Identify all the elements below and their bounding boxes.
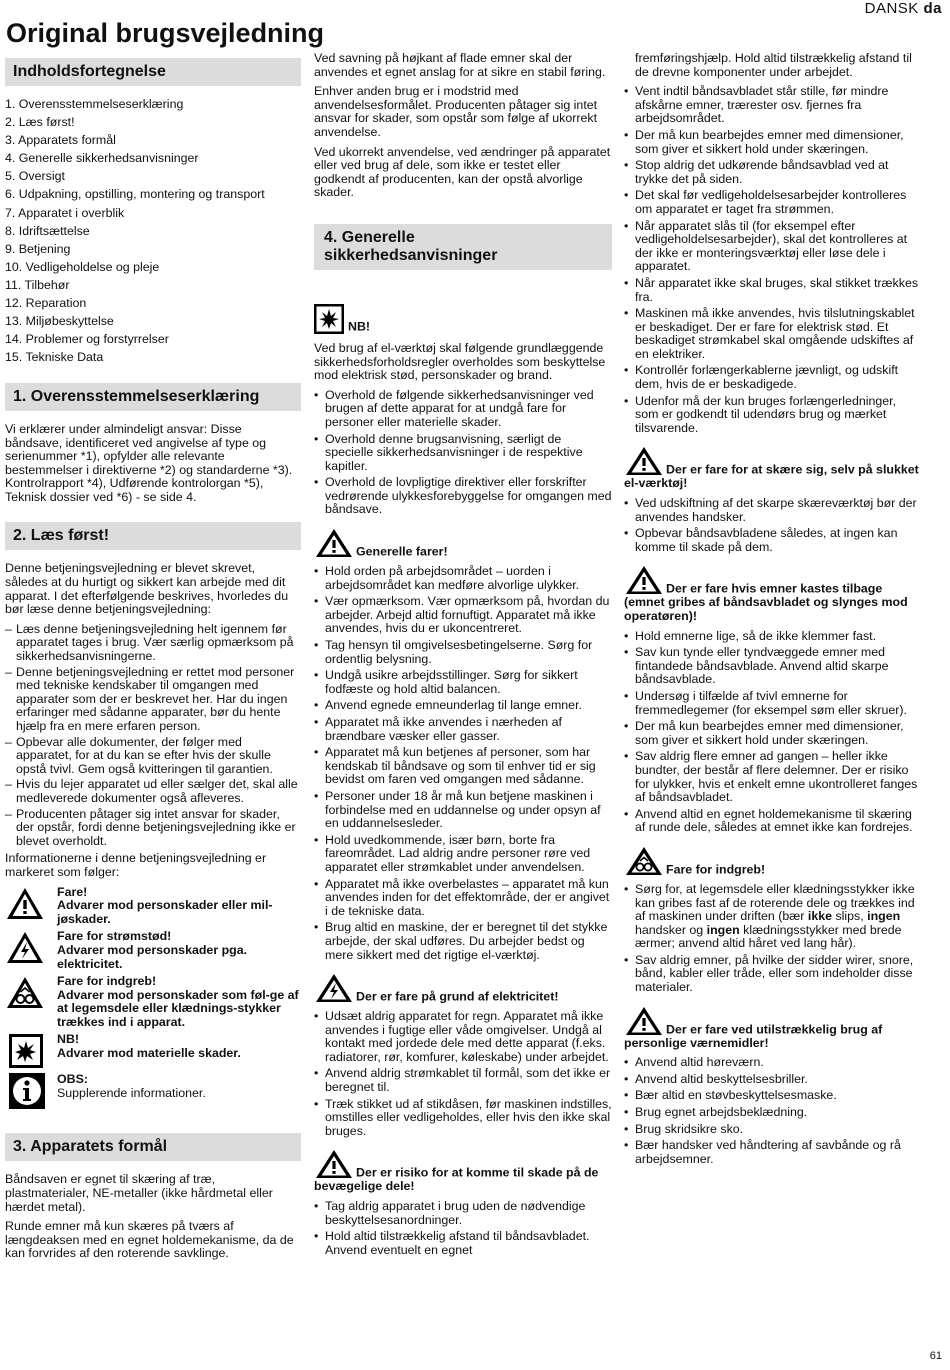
section-3-p2: Runde emner må kun skæres på tværs af længdeaksen med en egnet holdemekanisme, da de kan forvrides af den roterende savklinge. [5, 1219, 294, 1261]
damage-icon [314, 304, 344, 334]
list-item: • Undgå usikre arbejdsstillinger. Sørg for sikkert fodfæste og hold altid balancen. [314, 669, 612, 696]
symbol-danger [5, 886, 301, 927]
general-danger-list [314, 565, 612, 962]
list-item: – Producenten påtager sig intet ansvar for skader, der opstår, fordi denne betjeningsvejledning ikke er blevet overholdt. [5, 808, 301, 849]
list-item: • Sav aldrig flere emner ad gangen – heller ikke bundter, der består af flere delemner. Der er risiko for ulykker, hvis et enkelt emne ukontrolleret fanges af båndsavbladet. [624, 750, 920, 804]
list-item: • Tag aldrig apparatet i brug uden de nødvendige beskyttelsesanordninger. [314, 1200, 612, 1227]
c3-bullet-list [624, 85, 920, 435]
symbol-desc: Advarer mod materielle skader. [57, 1046, 241, 1061]
warning-icon [314, 1148, 354, 1180]
list-item: • Maskinen må ikke anvendes, hvis tilslutningskablet er beskadiget. Der er fare for elektrisk stød. Et beskadiget strømkabel skal omgående udskiftes af en elektriker. [624, 307, 920, 361]
toc-item: 15. Tekniske Data [5, 350, 104, 365]
page-number: 61 [929, 1350, 942, 1362]
kickback-danger-list [624, 630, 920, 835]
language-tag: DANSK da [864, 0, 942, 17]
toc-item: 1. Overensstemmelseserklæring [5, 97, 184, 111]
warning-electric [314, 972, 612, 1004]
nb-notice [314, 304, 612, 336]
warning-title: Der er fare på grund af elektricitet! [356, 989, 559, 1004]
list-item: • Brug altid en maskine, der er beregnet til det stykke arbejde, der skal udføres. Du arbejder bedst og mere sikkert med det rigtige el-værktøj. [314, 921, 612, 962]
electric-shock-icon [5, 930, 45, 966]
column-3 [624, 52, 920, 1172]
column-1 [5, 52, 301, 1267]
list-item: • Anvend aldrig strømkablet til formål, som det ikke er beregnet til. [314, 1067, 612, 1094]
warning-title: Der er fare ved utilstrækkelig brug af personlige værnemidler! [624, 1022, 883, 1050]
info-icon [5, 1073, 45, 1109]
warning-icon [314, 527, 354, 559]
electric-shock-icon [314, 972, 354, 1004]
list-item: • Overhold denne brugsanvisning, særligt de specielle sikkerhedsanvisninger i de respektive kapitler. [314, 433, 612, 474]
section-4-heading: 4. Generelle sikkerhedsanvisninger [314, 224, 612, 270]
list-item: • Hold altid tilstrækkelig afstand til båndsavbladet. Anvend eventuelt en egnet [314, 1230, 612, 1257]
toc-item: 3. Apparatets formål [5, 133, 116, 148]
toc-heading: Indholdsfortegnelse [5, 58, 301, 86]
warning-entanglement [624, 845, 920, 877]
list-item: • Apparatet må kun betjenes af personer, som har kendskab til båndsave og som til enhver tid er sig bevidst om faren ved omgangen med sådanne. [314, 746, 612, 787]
toc-item: 12. Reparation [5, 296, 87, 311]
list-item: • Det skal før vedligeholdelsesarbejder kontrolleres om apparatet er taget fra strømmen. [624, 189, 920, 216]
section-1-heading: 1. Overensstemmelseserklæring [5, 383, 301, 411]
entanglement-icon [624, 845, 664, 877]
warning-title: Der er fare for at skære sig, selv på slukket el-værktøj! [624, 462, 919, 491]
list-item: • Når apparatet slås til (for eksempel efter vedligeholdelsesarbejder), skal det kontrolleres at der ikke er monteringsværktøj eller løse dele i apparatet. [624, 220, 920, 274]
c2-paragraph-3: Ved ukorrekt anvendelse, ved ændringer på apparatet eller ved brug af dele, som ikke er testet eller godkendt af producenten, kan der opstå alvorlige skader. [314, 144, 611, 200]
symbol-entanglement [5, 975, 301, 1029]
list-item: • Bær handsker ved håndtering af savbånde og rå arbejdsemner. [624, 1139, 920, 1166]
list-item: • Opbevar båndsavbladene således, at ingen kan komme til skade på dem. [624, 527, 920, 554]
symbol-desc: Advarer mod personskader eller mil-jøskader. [57, 898, 273, 926]
warning-icon [624, 564, 664, 596]
section-2-dash-list [5, 623, 301, 849]
warning-title: Der er fare hvis emner kastes tilbage (emnet gribes af båndsavbladet og slynges mod operatøren)! [624, 581, 908, 623]
list-item: • Overhold de lovpligtige direktiver eller forskrifter vedrørende ulykkesforebyggelse for omgangen med båndsave. [314, 476, 612, 517]
ppe-list [624, 1056, 920, 1166]
list-item: • Hold emnerne lige, så de ikke klemmer fast. [624, 630, 920, 644]
toc-item: 8. Idriftsættelse [5, 223, 90, 238]
list-item: • Overhold de følgende sikkerhedsanvisninger ved brugen af dette apparat for at undgå fare for personer eller materielle skader. [314, 389, 612, 430]
entanglement-icon [5, 975, 45, 1011]
list-item: • Der må kun bearbejdes emner med dimensioner, som giver et sikkert hold under skæringen. [624, 720, 920, 747]
section-3-heading: 3. Apparatets formål [5, 1133, 301, 1161]
list-item: • Hold uvedkommende, især børn, borte fra fareområdet. Lad aldrig andre personer røre ved apparatet eller strømkablet under anvendelsen. [314, 834, 612, 875]
toc-item: 4. Generelle sikkerhedsanvisninger [5, 151, 199, 166]
list-item: • Udsæt aldrig apparatet for regn. Apparatet må ikke anvendes i fugtige eller våde omgivelser. Undgå al kontakt med jordede dele med dette apparat (f.eks. radiatorer, rør, komfurer, køleskabe) under arbejdet. [314, 1010, 612, 1064]
document-title: Original brugsvejledning [6, 18, 325, 48]
toc-item: 11. Tilbehør [5, 277, 70, 292]
symbol-desc: Supplerende informationer. [57, 1086, 206, 1101]
section-2-heading: 2. Læs først! [5, 522, 301, 550]
symbol-info [5, 1073, 301, 1109]
list-item: • Kontrollér forlængerkablerne jævnligt, og udskift dem, hvis de er beskadigede. [624, 364, 920, 391]
warning-kickback [624, 564, 920, 623]
c2-paragraph-2: Enhver anden brug er i modstrid med anvendelsesformålet. Producenten påtager sig intet ansvar for skader, som opstår som følge af ukorrekt anvendelse. [314, 84, 598, 139]
list-item: • Anvend altid høreværn. [624, 1056, 920, 1070]
list-item: • Vent indtil båndsavbladet står stille, før mindre afskårne emner, trærester osv. fjernes fra arbejdsområdet. [624, 85, 920, 126]
list-item: • Bær altid en støvbeskyttelsesmaske. [624, 1089, 920, 1103]
warning-icon [624, 445, 664, 477]
symbol-nb [5, 1033, 301, 1069]
list-item: • Der må kun bearbejdes emner med dimensioner, som giver et sikkert hold under skæringen. [624, 129, 920, 156]
list-item: • Apparatet må ikke overbelastes – apparatet må kun anvendes inden for det effektområde, der er angivet i de tekniske data. [314, 878, 612, 919]
markers-intro: Informationerne i denne betjeningsvejledning er markeret som følger: [5, 851, 267, 879]
list-item: • Sav aldrig emner, på hvilke der sidder wirer, snore, bånd, kabler eller tråde, eller som indeholder disse materialer. [624, 954, 920, 995]
symbol-title: OBS: [57, 1072, 88, 1087]
list-item: • Personer under 18 år må kun betjene maskinen i forbindelse med en uddannelse og under opsyn af en uddannelsesleder. [314, 790, 612, 831]
moving-parts-list [314, 1200, 612, 1257]
warning-title: Fare for indgreb! [666, 862, 766, 877]
list-item: • Sørg for, at legemsdele eller klædningsstykker ikke kan gribes fast af de roterende dele og trækkes ind af maskinen under driften (bær ikke slips, ingen handsker og ingen klædningsstykker med brede ærmer; anvend altid håret ved lang hår). [624, 883, 920, 951]
toc-item: 13. Miljøbeskyttelse [5, 314, 114, 329]
warning-ppe [624, 1005, 920, 1051]
section-3-p1: Båndsaven er egnet til skæring af træ, plastmaterialer, NE-metaller (ikke hårdmetal eller hærdet metal). [5, 1172, 273, 1214]
list-item: • Når apparatet ikke skal bruges, skal stikket trækkes fra. [624, 277, 920, 304]
toc-list [5, 98, 301, 365]
list-item: • Brug skridsikre sko. [624, 1123, 920, 1137]
nb-label: NB! [348, 319, 371, 334]
nb-bullet-list [314, 389, 612, 517]
warning-title: Der er risiko for at komme til skade på de bevægelige dele! [314, 1165, 599, 1194]
list-item: • Ved udskiftning af det skarpe skæreværktøj bør der anvendes handsker. [624, 497, 920, 524]
warning-icon [624, 1005, 664, 1037]
toc-item: 14. Problemer og forstyrrelser [5, 332, 169, 347]
damage-icon [5, 1033, 45, 1069]
warning-title: Generelle farer! [356, 544, 448, 559]
list-item: • Anvend altid beskyttelsesbriller. [624, 1073, 920, 1087]
toc-item: 2. Læs først! [5, 115, 75, 130]
warning-icon [5, 886, 45, 922]
entanglement-list [624, 883, 920, 995]
cut-danger-list [624, 497, 920, 554]
c2-paragraph-1: Ved savning på højkant af flade emner skal der anvendes et egnet anslag for at sikre en stabil føring. [314, 51, 606, 79]
nb-text: Ved brug af el-værktøj skal følgende grundlæggende sikkerhedsforholdsregler overholdes som beskyttelse mod elektrisk stød, personskader og brand. [314, 340, 606, 383]
warning-general [314, 527, 612, 559]
list-item: • Sav kun tynde eller tyndvæggede emner med fintandede båndsavblade. Anvend altid skarpe båndsavblade. [624, 646, 920, 687]
list-item: • Hold orden på arbejdsområdet – uorden i arbejdsområdet kan medføre alvorlige ulykker. [314, 565, 612, 592]
electric-danger-list [314, 1010, 612, 1138]
section-2-intro: Denne betjeningsvejledning er blevet skrevet, således at du hurtigt og sikkert kan arbejde med dit apparat. I det efterfølgende beskrives, hvorledes du bør læse denne betjeningsvejledning: [5, 561, 289, 617]
toc-item: 7. Apparatet i overblik [5, 205, 125, 220]
continued-text: fremføringshjælp. Hold altid tilstrækkelig afstand til de drevne komponenter under arbejdet. [635, 51, 912, 79]
symbol-title: Fare! [57, 884, 88, 899]
symbol-title: Fare for strømstød! [57, 929, 172, 944]
warning-moving-parts [314, 1148, 612, 1194]
toc-item: 6. Udpakning, opstilling, montering og transport [5, 187, 265, 202]
list-item: – Opbevar alle dokumenter, der følger med apparatet, for at du kan se efter hvis der skulle opstå tvivl. Gem også kvitteringen til garantien. [5, 736, 301, 777]
toc-item: 9. Betjening [5, 241, 71, 256]
list-item: • Tag hensyn til omgivelsesbetingelserne. Sørg for ordentlig belysning. [314, 639, 612, 666]
list-item: • Stop aldrig det udkørende båndsavblad ved at trykke det på siden. [624, 159, 920, 186]
section-1-text: Vi erklærer under almindeligt ansvar: Disse båndsave, identificeret ved angivelse af type og serienummer *1), opfylder alle relevante bestemmelser i direktiverne *2) og standarderne *3). Kontrolrapport *4), Udførende kontrolorgan *5), Teknisk dossier ved *6) - se side 4. [5, 421, 293, 504]
list-item: • Anvend altid en egnet holdemekanisme til skæring af runde dele, således at emnet ikke kan fordrejes. [624, 808, 920, 835]
list-item: • Træk stikket ud af stikdåsen, før maskinen indstilles, omstilles eller vedligeholdes, eller hvis den ikke skal bruges. [314, 1098, 612, 1139]
list-item: • Anvend egnede emneunderlag til lange emner. [314, 699, 612, 713]
symbol-title: NB! [57, 1032, 80, 1047]
list-item: • Udenfor må der kun bruges forlængerledninger, som er godkendt til udendørs brug og mærket tilsvarende. [624, 395, 920, 436]
warning-cut [624, 445, 920, 491]
list-item: – Læs denne betjeningsvejledning helt igennem før apparatet tages i brug. Vær særlig opmærksom på sikkerhedsanvisningerne. [5, 623, 301, 664]
list-item: – Hvis du lejer apparatet ud eller sælger det, skal alle medleverede dokumenter også afleveres. [5, 778, 301, 805]
toc-item: 10. Vedligeholdelse og pleje [5, 259, 160, 274]
list-item: • Undersøg i tilfælde af tvivl emnerne for fremmedlegemer (for eksempel søm eller skruer). [624, 690, 920, 717]
symbol-electric [5, 930, 301, 971]
list-item: • Apparatet må ikke anvendes i nærheden af brændbare væsker eller gasser. [314, 716, 612, 743]
symbol-title: Fare for indgreb! [57, 974, 157, 989]
symbol-desc: Advarer mod personskader pga. elektricitet. [57, 942, 248, 971]
toc-item: 5. Oversigt [5, 169, 65, 184]
column-2 [314, 52, 612, 1263]
list-item: • Brug egnet arbejdsbeklædning. [624, 1106, 920, 1120]
list-item: • Vær opmærksom. Vær opmærksom på, hvordan du arbejder. Arbejd altid fornuftigt. Apparatet må ikke anvendes, hvis du er ukoncentreret. [314, 595, 612, 636]
list-item: – Denne betjeningsvejledning er rettet mod personer med tekniske kendskaber til omgangen med apparater som der er beskrevet her. Har du ingen erfaringer med sådanne apparater, bør du hente hjælp fra en mere erfaren person. [5, 666, 301, 734]
symbol-desc: Advarer mod personskader som føl-ge af at legemsdele eller klædnings-stykker trækkes ind i apparat. [57, 987, 299, 1029]
